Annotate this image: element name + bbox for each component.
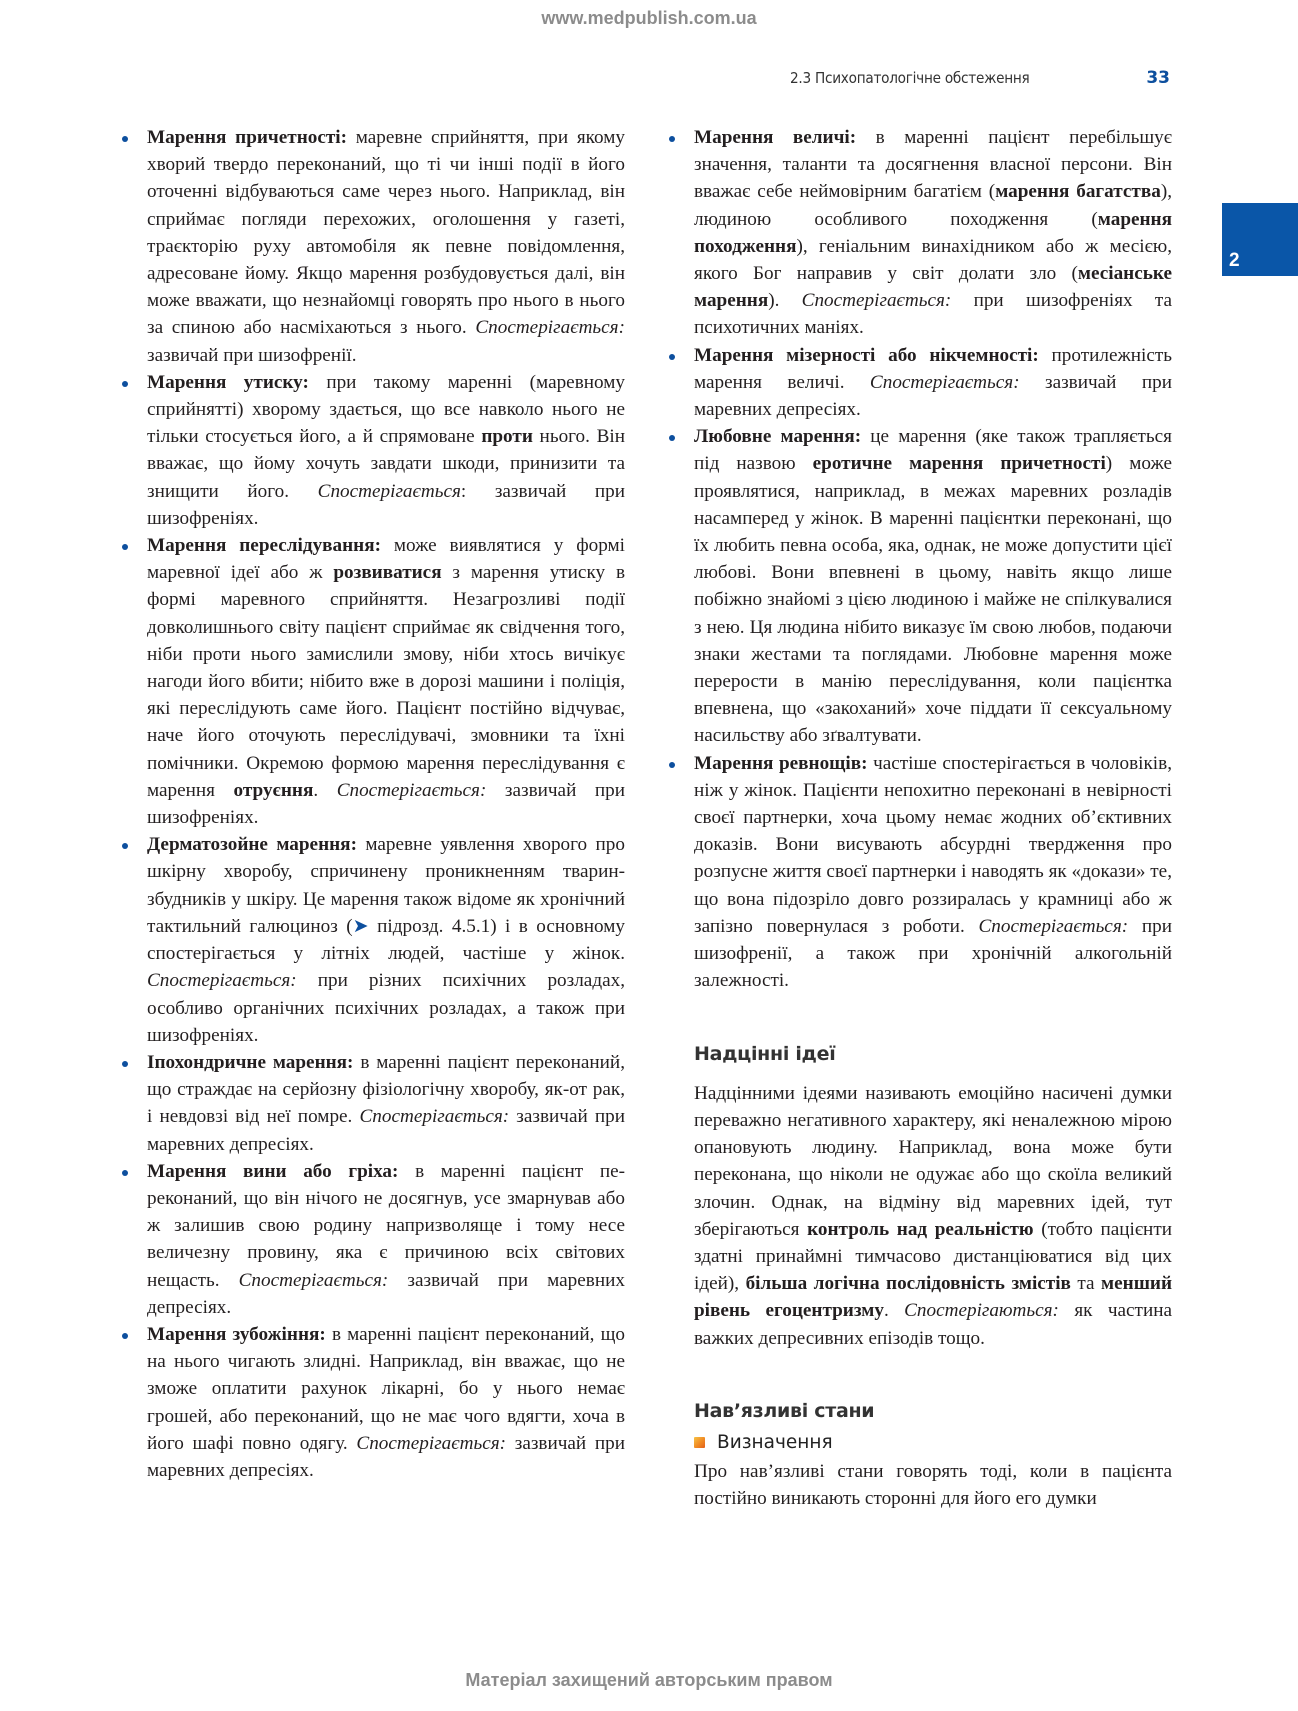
bold-term: розвиватися bbox=[333, 562, 442, 584]
bullet-item bbox=[694, 423, 1172, 749]
text-run: це марення (яке також трапляється під назвою bbox=[694, 426, 1173, 475]
cross-reference-arrow-icon: ➤ bbox=[352, 915, 369, 937]
bold-term: Марення величі: bbox=[694, 127, 857, 148]
text-run: в маренні пацієнт переконаний, що він нічого не досягнув, усе змарнував або ж залишив свою родину напризволяще і тому несе величезну провину, яка є причиною всіх світових нещасть. bbox=[147, 1160, 626, 1291]
observed-label: Спостерігається: bbox=[801, 290, 952, 312]
overvalued-ideas-heading: Надцінні ідеї bbox=[694, 1042, 836, 1065]
observed-label: Спостерігається: bbox=[238, 1269, 389, 1291]
text-run: при такому маренні (маревному сприйнятті) хворому здається, що все навколо нього не тільки стосується його, а й спрямоване bbox=[147, 371, 625, 448]
text-run: зазвичай при маревних депресіях. bbox=[147, 1432, 625, 1481]
definition-label: Визначення bbox=[717, 1431, 833, 1453]
bullet-item bbox=[147, 1158, 625, 1321]
bold-term: Дерматозойне марення: bbox=[147, 834, 357, 856]
watermark-bottom: Матеріал захищений авторським правом bbox=[465, 1670, 833, 1690]
bold-term: Марення зубожіння: bbox=[147, 1323, 326, 1345]
bold-term: Іпохондричне марення: bbox=[147, 1051, 354, 1073]
bullet-item bbox=[147, 124, 625, 369]
bold-term: месіанське марення bbox=[694, 263, 1172, 312]
text-run: . bbox=[883, 1300, 905, 1322]
text-run: в маренні пацієнт перебільшує значення, таланти та досягнення власної персони. Він вважає себе неймовірним багатієм ( bbox=[694, 127, 1172, 203]
observed-label: Спостерігаються: bbox=[904, 1300, 1059, 1322]
text-run: маревне сприйняття, при якому хворий твердо переконаний, що ті чи інші події в його оточенні відбуваються саме через нього. Наприклад, він сприймає погляди перехожих, оголошення у газеті, траєкторію руху автомобіля як певне повідомлення, адресоване йому. Якщо марення розбудовується далі, він може вважати, що незнайомці говорять про нього в нього за спиною або насміхаються з нього. bbox=[147, 127, 625, 339]
text-run: зазвичай при маревних депресіях. bbox=[694, 371, 1172, 421]
text-run: ). bbox=[768, 290, 802, 312]
bold-term: отруєння bbox=[233, 779, 314, 801]
text-run: Надцінними ідеями називають емоційно насичені думки переважно негативного характеру, які неналежною мірою опановують людину. Наприклад, вона може бути переконана, що ніколи не одужає або що скоїла великий злочин. Однак, на відміну від маревних ідей, тут зберігаються bbox=[694, 1082, 1172, 1240]
right-column bbox=[694, 124, 1172, 1513]
bullet-item bbox=[147, 532, 625, 831]
orange-square-icon bbox=[694, 1437, 705, 1448]
page-number: 33 bbox=[1146, 68, 1170, 88]
bold-term: марення походження bbox=[694, 208, 1172, 257]
watermark-top: www.medpublish.com.ua bbox=[541, 8, 757, 28]
bold-term: Марення вини або гріха: bbox=[147, 1160, 399, 1182]
bullet-item bbox=[694, 342, 1172, 424]
observed-label: Спостерігається: bbox=[869, 371, 1020, 393]
text-run: в маренні пацієнт переконаний, що на нього чигають злидні. Наприклад, він вважає, що не зможе оплатити рахунок лікарні, бо у нього немає грошей, або переконаний, що не має чого вдягти, хоча в його шафі повно одягу. bbox=[147, 1323, 625, 1454]
delusion-list-right bbox=[694, 124, 1172, 995]
observed-label: Спостерігається: bbox=[336, 779, 487, 801]
running-head bbox=[790, 68, 1170, 88]
text-run: при шизофреніях та психотичних маніях. bbox=[694, 290, 1172, 339]
text-run: ), геніальним винахідником або ж месією, якого Бог направив у світ долати зло ( bbox=[694, 235, 1172, 285]
bold-term: Марення переслідування: bbox=[147, 535, 381, 557]
text-run: в маренні пацієнт переконаний, що страждає на серйозну фізіологічну хворобу, як-от рак, і невдовзі від неї помре. bbox=[147, 1051, 625, 1128]
observed-label: Спостерігається: bbox=[475, 317, 625, 339]
bullet-item bbox=[694, 124, 1172, 342]
bold-term: менший рівень егоцентризму bbox=[694, 1273, 1172, 1322]
text-run: (тобто пацієнти здатні принаймні тимчасово дистанціюватися від цих ідей), bbox=[694, 1218, 1172, 1295]
text-run: зазвичай при шизофреніях. bbox=[147, 779, 626, 829]
text-run: зазвичай при маревних депресіях. bbox=[147, 1269, 625, 1318]
text-run: з марення утиску в формі маревного сприйняття. Незагрозливі події довколишнього світу пацієнт сприймає як свідчення того, ніби проти нього замислили змову, ніби хтось вичікує нагоди його вбити; нібито вже в дорозі машини і поліція, які переслідують саме його. Пацієнт постійно відчуває, наче його оточують переслідувачі, змовники та їхні помічники. Окремою формою марення переслідування є марення bbox=[147, 562, 625, 801]
section-title: 2.3 Психопатологічне обстеження bbox=[790, 69, 1030, 87]
bullet-item bbox=[694, 750, 1172, 995]
text-run: зазвичай при шизофренії. bbox=[147, 344, 357, 366]
text-run: як частина важких депресивних епізодів тощо. bbox=[694, 1300, 1172, 1349]
text-run: підрозд. 4.5.1) і в основному спостерігається у літніх людей, частіше у жінок. bbox=[147, 915, 625, 965]
text-run: може виявлятися у формі маревної ідеї або ж bbox=[147, 535, 626, 584]
bold-term: Марення утиску: bbox=[147, 371, 309, 393]
chapter-tab bbox=[1222, 203, 1298, 276]
bold-term: Марення ревнощів: bbox=[694, 752, 868, 774]
left-column bbox=[147, 124, 625, 1484]
bold-term: Марення причетності: bbox=[147, 127, 348, 148]
bold-term: контроль над реальністю bbox=[807, 1218, 1034, 1240]
text-run: та bbox=[1070, 1273, 1102, 1295]
bullet-item bbox=[147, 831, 625, 1049]
observed-label: Спостерігається bbox=[317, 480, 461, 502]
observed-label: Спостерігається: bbox=[147, 970, 297, 992]
bold-term: Любовне марення: bbox=[694, 426, 862, 448]
bullet-item bbox=[147, 1049, 625, 1158]
bold-term: проти bbox=[481, 426, 533, 448]
observed-label: Спостерігається: bbox=[359, 1106, 510, 1128]
text-run: маревне уявлення хворого про шкірну хворобу, спричинену проникненням тварин-збудників у шкіру. Це марення також відоме як хронічний тактильний галюциноз ( bbox=[147, 834, 625, 937]
text-run: . bbox=[313, 779, 337, 801]
bullet-item bbox=[147, 1321, 625, 1484]
bullet-item bbox=[147, 369, 625, 532]
text-run: : зазвичай при шизофреніях. bbox=[147, 480, 625, 529]
bold-term: Марення мізерності або нікчемності: bbox=[694, 344, 1039, 366]
delusion-list-left bbox=[147, 124, 625, 1484]
observed-label: Спостерігається: bbox=[978, 915, 1129, 937]
observed-label: Спостерігається: bbox=[356, 1432, 507, 1454]
text-run: зазвичай при маревних депресіях. bbox=[147, 1106, 625, 1155]
obsessive-states-heading: Нав’язливі стани bbox=[694, 1399, 875, 1422]
obsessive-states-paragraph bbox=[694, 1458, 1172, 1512]
text-run: протилежність марення величі. bbox=[694, 344, 1172, 393]
text-run: Про нав’язливі стани говорять тоді, коли в пацієнта постійно виникають сторонні для його его думки bbox=[694, 1461, 1172, 1510]
text-run: ), людиною особливого походження ( bbox=[694, 181, 1172, 230]
text-run: при шизофренії, а також при хронічній алкогольній залежності. bbox=[694, 915, 1172, 992]
text-run: при різних психічних розладах, особливо органічних психічних розладах, а також при шизофреніях. bbox=[147, 970, 625, 1046]
text-run: ) може проявлятися, наприклад, в межах маревних розладів насамперед у жінок. В маренні пацієнтки переконані, що їх любить певна особа, яка, однак, не може допустити цієї любові. Вони впевнені в цьому, навіть якщо лише побіжно знайомі з цією людиною і майже не спілкувалися з нею. Ця людина нібито виказує їм свою любов, подаючи знаки жестами та поглядами. Любовне марення може перерости в манію переслідування, коли пацієнтка впевнена, що «закоханий» хоче піддати її сексуальному насильству або зґвалтувати. bbox=[694, 453, 1172, 747]
text-run: нього. Він вважає, що йому хочуть завдати шкоди, принизити та знищити його. bbox=[147, 426, 625, 502]
chapter-tab-label: 2 bbox=[1229, 250, 1240, 271]
bold-term: більша логічна послідовність змістів bbox=[745, 1273, 1071, 1295]
definition-subheading bbox=[694, 1429, 1172, 1456]
bold-term: еротичне марення причетності bbox=[812, 453, 1106, 475]
overvalued-ideas-paragraph bbox=[694, 1080, 1172, 1352]
text-run: частіше спостерігається в чоловіків, ніж у жінок. Пацієнти непохитно переконані в невірності своєї партнерки, хоча цьому немає жодних об’єктивних доказів. Вони висувають абсурдні твердження про розпусне життя своєї партнерки і наводять як «докази» те, що вона підозріло довго роззиралась у крамниці або ж запізно повернулася з роботи. bbox=[694, 752, 1172, 937]
bold-term: марення багатства bbox=[995, 181, 1161, 203]
